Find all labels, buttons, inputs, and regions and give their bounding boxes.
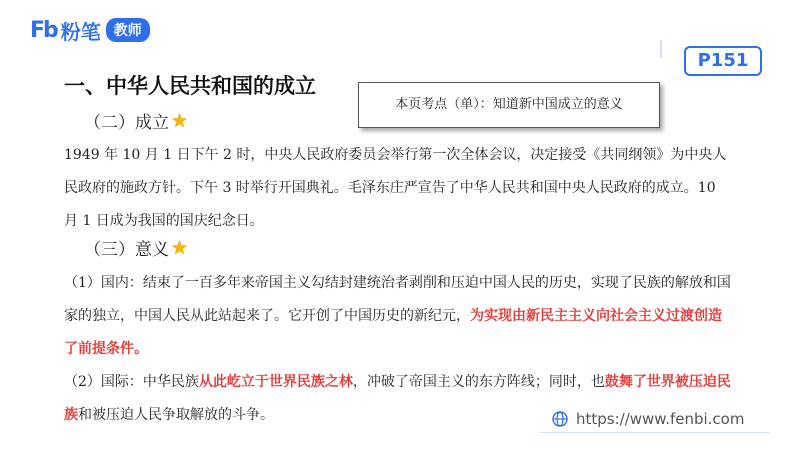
domestic-significance-paragraph <box>64 267 732 366</box>
corner-decoration-top <box>660 40 662 58</box>
establishment-paragraph: 1949 年 10 月 1 日下午 2 时，中央人民政府委员会举行第一次全体会议，决定接受《共同纲领》为中央人民政府的施政方针。下午 3 时举行开国典礼。毛泽东庄严宣告了中华人民共和国中央人民政府的成立。10 月 1 日成为我国的国庆纪念日。 <box>64 147 727 229</box>
section-heading-significance <box>84 235 188 260</box>
footer-url-text: https://www.fenbi.com <box>576 410 745 428</box>
brand-mark: Fb <box>30 17 57 43</box>
page-title: 一、中华人民共和国的成立 <box>64 74 316 98</box>
star-icon: ★ <box>171 236 189 259</box>
section-heading-establishment <box>84 108 188 133</box>
brand-tag: 教师 <box>106 18 150 42</box>
brand-name: 粉笔 <box>60 19 101 44</box>
brand-logo <box>30 18 150 42</box>
international-text-c: 和被压迫人民争取解放的斗争。 <box>78 407 274 423</box>
international-highlight-2: 鼓舞了世界被压迫民族 <box>64 374 731 423</box>
section-heading-label: （二）成立 <box>84 113 169 133</box>
footer-url[interactable] <box>552 410 744 428</box>
exam-point-callout: 本页考点（单）：知道新中国成立的意义 <box>358 82 660 128</box>
star-icon: ★ <box>171 109 189 132</box>
domestic-highlight: 为实现由新民主主义向社会主义过渡创造了前提条件。 <box>64 308 722 357</box>
section-heading-label: （三）意义 <box>84 240 169 260</box>
footer-divider <box>540 432 770 433</box>
international-highlight-1: 从此屹立于世界民族之林 <box>198 374 353 390</box>
domestic-text: （1）国内：结束了一百多年来帝国主义勾结封建统治者剥削和压迫中国人民的历史，实现了民族的解放和国家的独立，中国人民从此站起来了。它开创了中国历史的新纪元， <box>64 275 731 324</box>
international-text-b: ，冲破了帝国主义的东方阵线；同时，也 <box>352 374 605 390</box>
globe-icon <box>552 411 568 427</box>
page-number-badge: P151 <box>684 46 762 76</box>
international-text-a: （2）国际：中华民族 <box>64 374 199 390</box>
